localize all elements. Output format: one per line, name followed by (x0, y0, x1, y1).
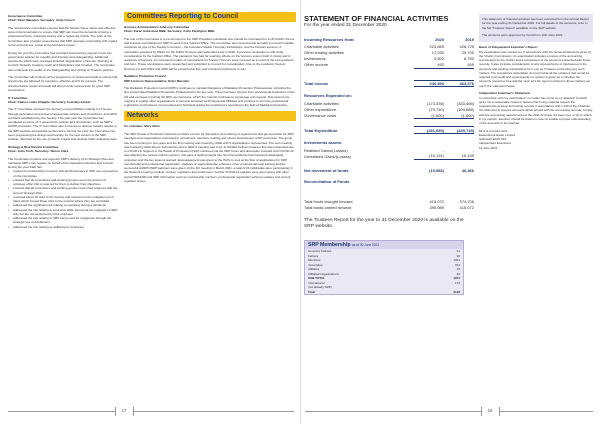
membership-label: Members (308, 258, 321, 263)
extract-note-box (479, 14, 593, 42)
total-expenditure-label: Total Expenditure (304, 127, 338, 133)
expended-header: Resources Expended on: (304, 93, 353, 99)
membership-label: (not already SRP) (308, 285, 332, 290)
row-2019: 16,439 (444, 153, 474, 159)
honours-para-1: The role of the Committee is to recommend to the SRP President individuals who should be nominated for a UK Public Honour and prepare nominations for SRP to send to the Cabinet Office. The Committee also recommends annually to Council suitable recipients for one of the Society's honours – the Founders' Medal, Honorary Fellowships, and the Duncan Lecturer. A nomination prepared by HNAC for UK Public Honours was submitted early in 2020. A previous nomination is still under consideration by the Cabinet Office. The pandemic has had far reaching effects on the honours system both in timing and in recipients of honours. An increased number of nominations for Society Honours were received as a result of the new guidance and form. These nominations were researched and submitted to Council for consideration. Due to the pandemic Society Honours for both 2019 and 2020 will be presented at this year's Annual Conference in July. (124, 36, 295, 71)
rpc-para-1: The Radiation Protection Council (RPC) continues to maintain Registers of Radiation Protection Professionals, including the first incorporated Radiation Protection Professional in the last year. There has been interest from professional institutions in the US and overseas in joining the RPC as Licensees, which the Council continues to encourage and support. Discussions are ongoing to enable other organisations to become accepted as Professional Affiliates and continue to promote professional registration at Chartered, Incorporated and Technical grades for practitioners operating in the field of Radiation Protection. (124, 86, 295, 108)
networks-banner: Networks (124, 111, 296, 121)
membership-title: SRP Membership (308, 242, 351, 249)
it-para-1: The IT Committee oversees the Society's responsibilities relating to IT issues through generation and review of appropriate policies and procedures, and within contracts established by the Society. This past year the Committee has completed a review of IT governance policies and procedures, such as SRP's GDPR procedure. The IT Committee also convenes to discuss matters related to the SRP website and website performance. During the year, the Committee has been progressing the design and function for the next version of the SRP website, informed by the use of search engine and website traffic analytical tools. (8, 107, 118, 142)
membership-value: 64 (456, 271, 460, 276)
row-2020: 223,869 (429, 44, 444, 50)
net-movement-label: Net movement of funds (304, 167, 349, 173)
total-income-2020: 246,893 (414, 80, 444, 87)
row-2020: 492 (414, 62, 444, 68)
row-2020: (1,600) (414, 112, 444, 118)
membership-header (305, 241, 463, 249)
row-label: Total funds carried forward (304, 204, 352, 210)
signature-line: Mr A G Coombs ACA (479, 128, 508, 133)
row-2019: 426,725 (459, 44, 474, 50)
statement-column (304, 15, 474, 295)
honours-chair: Chair: Karen Goldstone MBE, Secretary: Colin Partington MBE (124, 29, 215, 34)
strategy-bullet: • addressed the risk relating to SRP being used for negligence through the strategic use of disclaimers (8, 216, 118, 225)
committees-banner: Committees Reporting to Council (124, 12, 296, 22)
col-2019-header: 2019 (465, 37, 474, 42)
row-label: Other expenditure (304, 106, 337, 112)
footer-rule-right-a (305, 411, 481, 412)
governance-para-3: The Committee will continue with a programme of review and audit to ensure that documents are followed by members, effective and fit for purpose. The documentation review and audit will also provide reassurance for good SRP Governance. (8, 75, 118, 92)
row-label: Other income (304, 62, 329, 68)
row-2019: 6,792 (463, 56, 474, 62)
col-2020-header: 2020 (435, 37, 444, 42)
statement-title: STATEMENT OF FINANCIAL ACTIVITIES (304, 15, 449, 23)
row-2019: 459 (444, 62, 474, 68)
strategy-bullet: • reviewed about 15 risks to the Society and reported on the mitigation put in place which moved these risks to the position where they are controlled (8, 195, 118, 204)
membership-value: 45 (456, 267, 460, 272)
net-movement-2019: 40,366 (461, 167, 474, 173)
row-label: Charitable activities (304, 100, 339, 106)
row-label: Governance costs (304, 112, 337, 118)
total-expenditure-2019: (439,749) (444, 127, 474, 134)
page-number-right: 18 (487, 408, 493, 413)
strategy-bullet: • ensured that all committees and working groups report their progress with the current Strategic Plan (8, 186, 118, 195)
membership-label: Affiliates (308, 267, 320, 272)
signature-line: Sidmouth EX10 8LS (479, 137, 507, 142)
row-2019: (333,466) (456, 100, 474, 106)
membership-label: Honorary Fellows (308, 249, 332, 254)
membership-value: 90 (456, 253, 460, 258)
governance-para-1: The Governance Committee ensures that the Society has a robust and effective suite of documentation to ensure that SRP can meet the demands of being a professional body, a learned society and a registered charity. The work of the Committee also provides reassurance that SRP operates responsibly with regard to the environment, social and governance issues. (8, 25, 118, 47)
row-label: Realised Gains/(Losses) (304, 147, 348, 153)
membership-label: Associates (308, 262, 323, 267)
total-expenditure-2020: (251,685) (414, 127, 444, 134)
page-number-bar (481, 407, 482, 416)
page-number-left: 17 (121, 408, 127, 413)
signature-line: Easterbrook Eaton Limited (479, 132, 515, 137)
row-2019: 415,072 (459, 204, 474, 210)
trustees-note: The Trustees Report for the year to 31 December 2020 is available on the SRP website. (304, 218, 464, 230)
row-2019: (104,688) (456, 106, 474, 112)
row-2020: 395,089 (429, 204, 444, 210)
investments-header: Investments assets: (304, 140, 343, 146)
membership-box (304, 240, 464, 295)
net-movement-2020: (19,983) (429, 167, 444, 173)
row-label: Other trading activities (304, 50, 344, 56)
total-income-label: Total income (304, 80, 329, 86)
examiner-statement-text: In connection with my examination, no matter has come to my attention (i) which gives me a reasonable cause to believe that in any material respect the requirements to keep accounting records in accordance with s.130 of the Charities Act 2011 and to prepare accounts which accord with the accounting records, comply with the accounting requirements of the 2011 Act have not been met; or (ii) to which, in my opinion, attention should be drawn in order to enable a proper understanding of the accounts to be reached. (479, 95, 593, 126)
strategy-bullet: • addressed the risk relating to wellbeing of volunteers (8, 225, 118, 229)
membership-table (305, 249, 463, 294)
examiner-statement-title: Independent Examiner's Statement (479, 91, 530, 96)
basis-text: My examination was carried out in accordance with the General Directions given by the Charity Commission. An examination includes a review of the accounting records kept by the charity and a comparison of the accounts presented with those records. It also includes consideration of any unusual items or disclosures in the accounts and seeking explanations from you as Trustees concerning any such matters. The procedures undertaken do not provide all the evidence that would be required in an audit and consequently no opinion is given as to whether the accounts present a 'true and fair view' and the report is limited to those matters set out in the statement below. (479, 49, 592, 88)
membership-value: 1021 (453, 258, 460, 263)
strategy-para-1: The Committee monitors and supports SRP's delivery of its Strategic Plan and maintains SRP's risk register on behalf of the Operations Director and Council. During the year Staff has: (8, 156, 114, 170)
row-2020: - (442, 147, 444, 153)
signature-line: Independent Examiners (479, 141, 512, 146)
networks-para-1: The SRP Heads of Profession Network provides a forum for discussion and sharing of experiences and good practice for SRP members and organisations interested in recruitment, retention, training and career development of RP personnel. The group has been running for two years and the first meeting was hosted by AWE with 5 organisations represented. The next meeting was hosted by Rolls-Royce Submarines and in 2020 a meeting was to be at UKAEA Culham however this was postponed due to COVID-19. Support to the Heads of Profession (HoP) continued via the SRP forum and discussion included how COVID-19 was affecting the various industry sectors; this gave a striking insight into how the pandemic had impacted radiological protection and the key lessons learned. Encouragement was given to the HoPs to look at the flow of applications for SRP membership and professional registration. Updates on apprenticeship schemes, other professional level training and the successful AURPO/SRP webinars were given. At the 4th meeting in March 2021, a total of 24 individuals were participating in the Network covering medical, nuclear, regulators and small users. Further COVID-19 updates were given along with other typical RPA2000 and SRP information such as membership numbers, professional registration scheme updates and current regulator issues. (124, 132, 294, 183)
row-2020: 5,502 (433, 56, 444, 62)
membership-value: 41 (456, 249, 460, 254)
rpc-title: Radiation Protection Council (124, 74, 166, 79)
networks-coordinator: Co-ordinator: Mary Allan (124, 124, 160, 129)
rpc-chair: SRP Licensor Representative: Peter Marsden (124, 78, 190, 83)
governance-chair: Chair: Peter Marsden, Secretary: Andy French (8, 18, 75, 23)
membership-label: International (308, 280, 325, 285)
row-2020: (174,335) (426, 100, 444, 106)
statement-subtitle: For the year ended 31 December 2020 (304, 23, 387, 28)
row-2019: (1,600) (444, 112, 474, 118)
strategy-bullet: • addressed the significant risk relating to operating during a pandemic (8, 203, 118, 207)
row-2020: 17,030 (431, 50, 444, 56)
incoming-header: Incoming Resources from: (304, 37, 355, 42)
approval-note: The accounts were approved by Council on 10th June 2021. (482, 33, 564, 38)
membership-value: 313 (454, 262, 460, 267)
membership-label: Total (308, 289, 315, 294)
strategy-bullet: • ensured that all committees and working groups report the amount of volunteer effort that is required for them to deliver their objectives (8, 178, 118, 187)
membership-label: Fellows (308, 253, 319, 258)
strategy-title: Strategy & Risk Review Committee (8, 144, 59, 149)
membership-value: 174 (454, 280, 460, 285)
governance-para-2: During the year the Committee has provided documentary support to two key governance policies for equality and diversity and safeguarding. Additional documents which were reviewed included Organisation of Events, Running of Council, Network Creation, Audit and Disciplinary and Conduct. The Committee also undertook two audits of the Safeguarding and Vetting of Trustees policies. (8, 50, 115, 72)
total-income-2019: 463,676 (444, 80, 474, 87)
strategy-bullet: • revised its membership to ensure that all Directorates in SRP are represented on the Committee (8, 169, 118, 178)
row-label: Investments (304, 56, 326, 62)
strategy-chair: Chair: John Croft, Secretary: Simon Clark (8, 149, 69, 154)
row-2020: (75,750) (429, 106, 444, 112)
examiner-column (479, 14, 593, 150)
row-2019: 374,706 (459, 198, 474, 204)
membership-value: 2148 (453, 289, 460, 294)
row-2020: 415,072 (429, 198, 444, 204)
governance-title: Governance Committee (8, 14, 43, 18)
strategy-bullet: • addressed the risk relating to insurance while personnel are engaged on SRP duty but are not supported by their employer (8, 208, 118, 217)
row-2019: 29,700 (461, 50, 474, 56)
it-title: IT Committee (8, 95, 28, 100)
basis-title: Basis of Independent Examiner's Report (479, 45, 538, 50)
it-chair: Chair: Claire-Louise Chapple, Secretary: Fearnley Estwin (8, 99, 91, 104)
row-2020: (15,191) (414, 153, 444, 159)
row-2019: - (472, 147, 474, 153)
membership-date: as at 30 June 2021 (352, 243, 380, 248)
reconciliation-header: Reconciliation of Funds (304, 179, 350, 185)
membership-value: 1974 (453, 276, 460, 281)
footer-rule-right-b (500, 411, 593, 412)
extract-note: This statement of financial activities has been extracted from the Annual Report for the year ending 31 December 2020. For full details of the accounts, refer to the full 'Trustees' Report' available on the SRP website. (482, 17, 589, 30)
row-label: Total funds brought forward (304, 198, 353, 204)
examiner-signature (479, 129, 593, 150)
membership-label: SUB TOTAL (308, 276, 325, 281)
row-label: Unrealised Gains/(Losses) (304, 153, 352, 159)
membership-label: Affiliated Organisations (308, 271, 339, 276)
signature-line: 16 June 2021 (479, 145, 498, 150)
row-label: Charitable activities (304, 44, 339, 50)
financial-table (304, 33, 474, 210)
honours-title: Honours & Nominations Advisory Committee (124, 25, 190, 29)
